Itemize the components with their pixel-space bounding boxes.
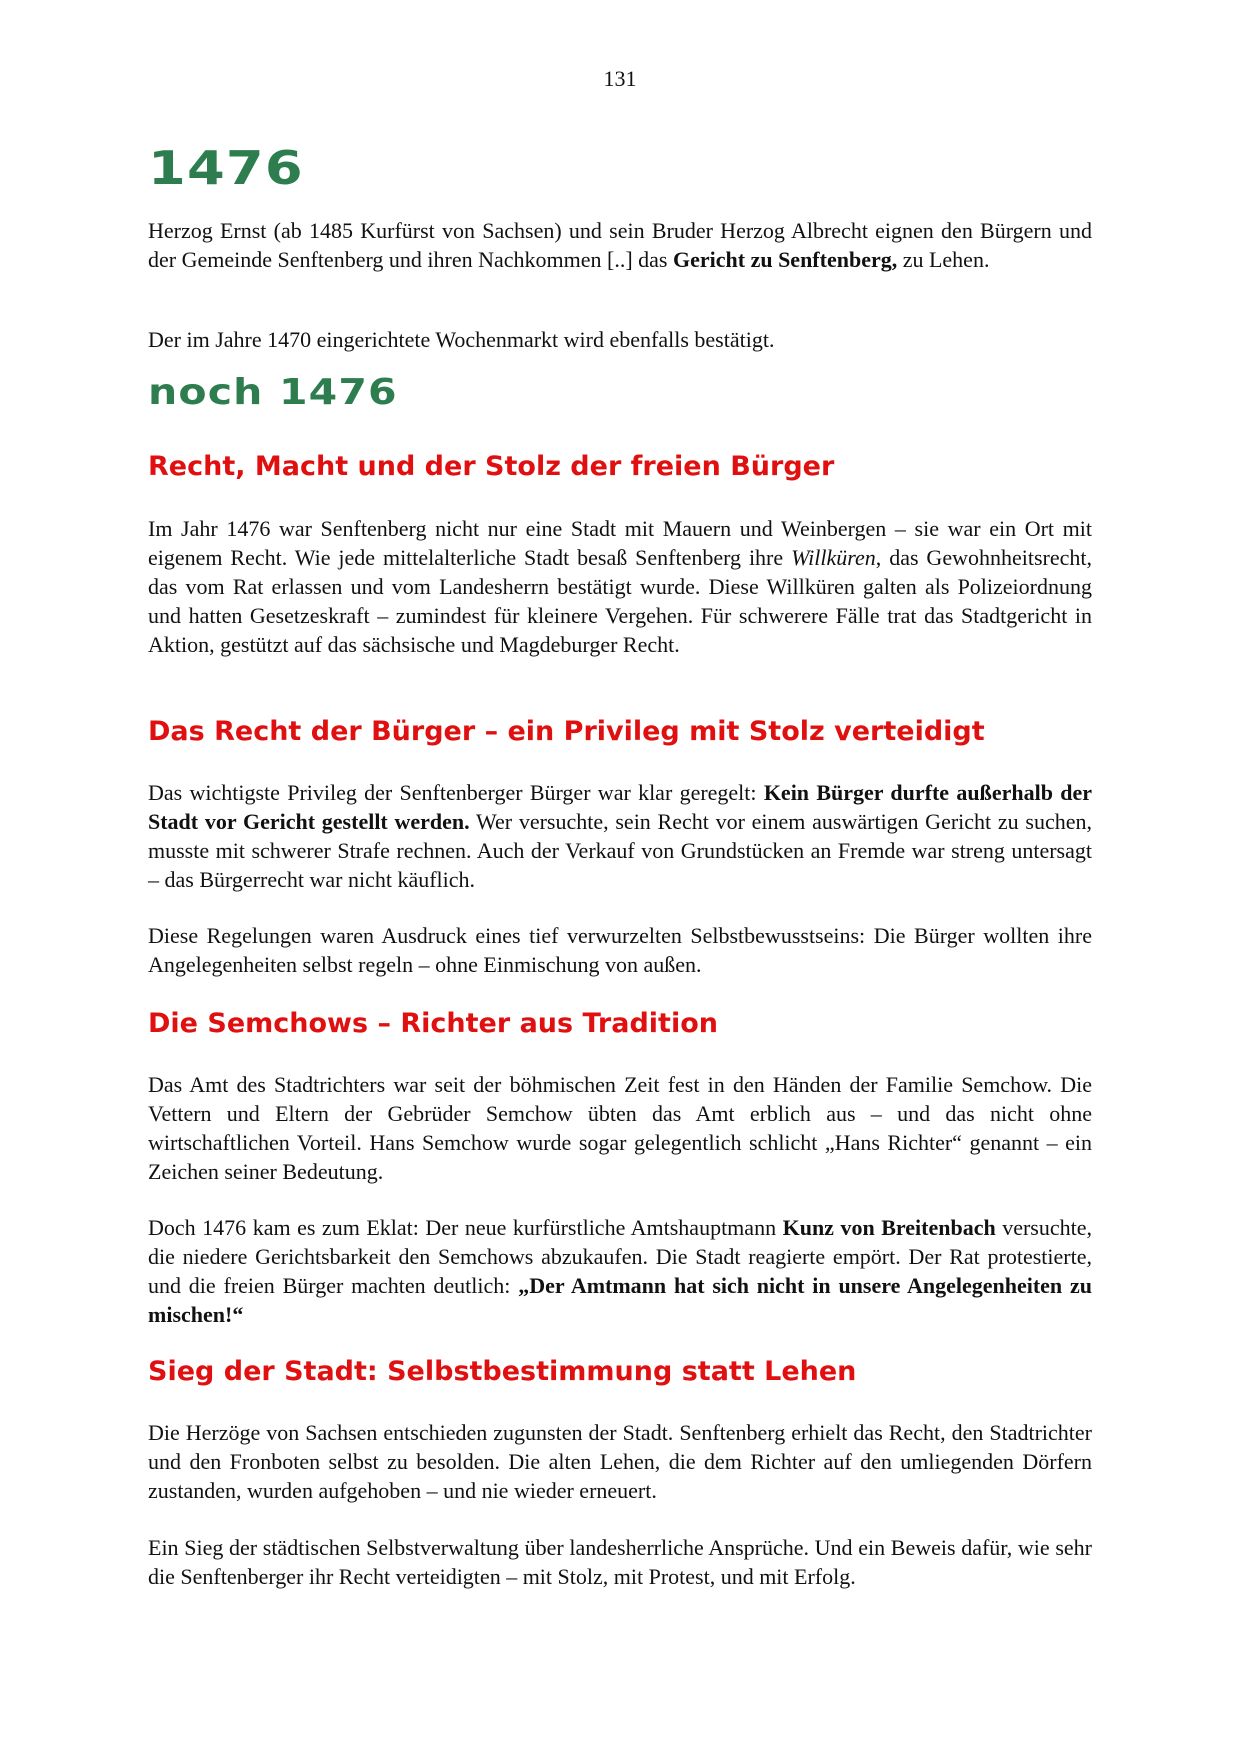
willkueren-term: Willküren	[791, 545, 876, 570]
section-1-text: Im Jahr 1476 war Senftenberg nicht nur eine Stadt mit Mauern und Weinbergen – sie war ein Ort mit eigenem Recht. Wie jede mittelalterliche Stadt besaß Senftenberg ihre Willküren, das Gewohnheitsrecht, das vom Rat erlassen und vom Landesherrn bestätigt wurde. Diese Willküren galten als Polizeiordnung und hatten Gesetzeskraft – zumindest für kleinere Vergehen. Für schwerere Fälle trat das Stadtgericht in Aktion, gestützt auf das sächsische und Magdeburger Recht.	[148, 516, 1092, 657]
section-3-text-2: Doch 1476 kam es zum Eklat: Der neue kurfürstliche Amtshauptmann Kunz von Breitenbach versuchte, die niedere Gerichtsbarkeit den Semchows abzukaufen. Die Stadt reagierte empört. Der Rat protestierte, und die freien Bürger machten deutlich: „Der Amtmann hat sich nicht in unsere Angelegenheiten zu mischen!“	[148, 1215, 1093, 1327]
section-3-paragraph-2	[148, 1213, 1092, 1329]
section-3-paragraph-1	[148, 1070, 1092, 1186]
section-heading-sieg: Sieg der Stadt: Selbstbestimmung statt Lehen	[148, 1356, 857, 1387]
section-4-text-2: Ein Sieg der städtischen Selbstverwaltung über landesherrliche Ansprüche. Und ein Beweis dafür, wie sehr die Senftenberger ihr Recht verteidigten – mit Stolz, mit Protest, und mit Erfolg.	[148, 1535, 1092, 1589]
section-4-paragraph-1	[148, 1418, 1092, 1505]
section-3-text-1: Das Amt des Stadtrichters war seit der böhmischen Zeit fest in den Händen der Familie Semchow. Die Vettern und Eltern der Gebrüder Semchow übten das Amt erblich aus – und das nicht ohne wirtschaftlichen Vorteil. Hans Semchow wurde sogar gelegentlich schlicht „Hans Richter“ genannt – ein Zeichen seiner Bedeutung.	[148, 1072, 1092, 1184]
privilege-emphasis: Kein Bürger durfte außerhalb der Stadt vor Gericht gestellt werden.	[148, 780, 1092, 834]
section-4-paragraph-2	[148, 1533, 1092, 1591]
intro-paragraph-2	[148, 325, 1092, 354]
breitenbach-emphasis: Kunz von Breitenbach	[782, 1215, 996, 1240]
year-heading: 1476	[148, 141, 304, 195]
section-4-text-1: Die Herzöge von Sachsen entschieden zugunsten der Stadt. Senftenberg erhielt das Recht, den Stadtrichter und den Fronboten selbst zu besolden. Die alten Lehen, die dem Richter auf den umliegenden Dörfern zustanden, wurden aufgehoben – und nie wieder erneuert.	[148, 1420, 1092, 1503]
section-2-text-1: Das wichtigste Privileg der Senftenberger Bürger war klar geregelt: Kein Bürger durfte außerhalb der Stadt vor Gericht gestellt werden. Wer versuchte, sein Recht vor einem auswärtigen Gericht zu suchen, musste mit schwerer Strafe rechnen. Auch der Verkauf von Grundstücken an Fremde war streng untersagt – das Bürgerrecht war nicht käuflich.	[148, 780, 1092, 892]
intro-text-1: Herzog Ernst (ab 1485 Kurfürst von Sachsen) und sein Bruder Herzog Albrecht eignen den Bürgern und der Gemeinde Senftenberg und ihren Nachkommen [..] das Gericht zu Senftenberg, zu Lehen.	[148, 218, 1092, 272]
year-heading-2: noch 1476	[148, 372, 398, 413]
quote-emphasis: „Der Amtmann hat sich nicht in unsere Angelegenheiten zu mischen!“	[148, 1273, 1092, 1327]
section-heading-privileg: Das Recht der Bürger – ein Privileg mit Stolz verteidigt	[148, 716, 985, 747]
section-heading-semchows: Die Semchows – Richter aus Tradition	[148, 1008, 718, 1039]
court-emphasis: Gericht zu Senftenberg,	[672, 247, 898, 272]
section-heading-recht-macht: Recht, Macht und der Stolz der freien Bürger	[148, 451, 835, 482]
page-number: 131	[603, 66, 637, 91]
section-2-paragraph-1	[148, 778, 1092, 894]
intro-text-2: Der im Jahre 1470 eingerichtete Wochenmarkt wird ebenfalls bestätigt.	[148, 327, 775, 352]
section-2-text-2: Diese Regelungen waren Ausdruck eines tief verwurzelten Selbstbewusstseins: Die Bürger wollten ihre Angelegenheiten selbst regeln – ohne Einmischung von außen.	[148, 923, 1092, 977]
section-1-paragraph	[148, 514, 1092, 659]
document-page	[148, 0, 1092, 1753]
section-2-paragraph-2	[148, 921, 1092, 979]
intro-paragraph-1	[148, 216, 1092, 274]
